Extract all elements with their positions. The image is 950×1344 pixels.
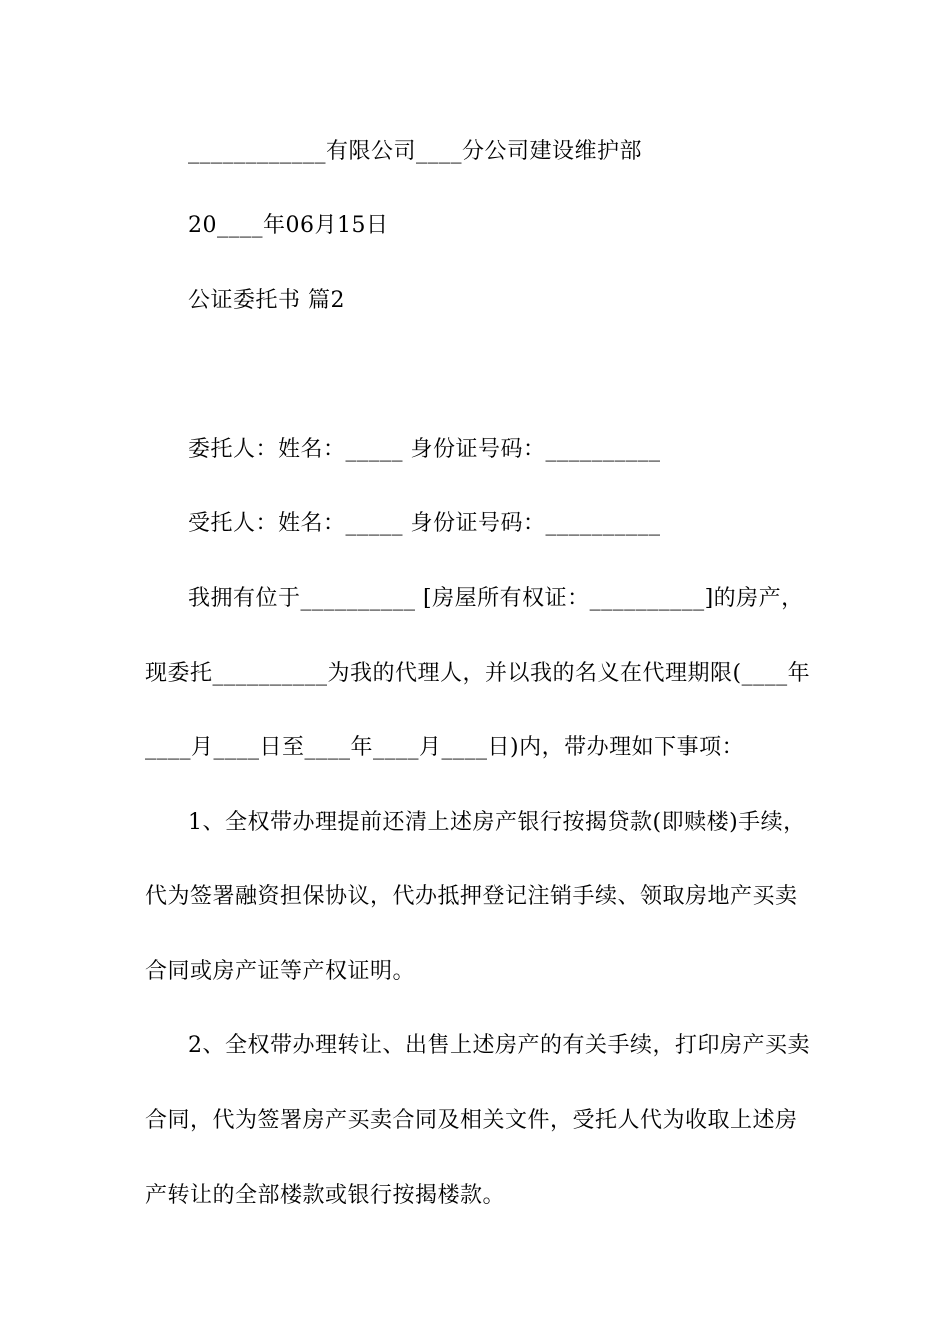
section-title: 公证委托书 篇2 — [188, 288, 345, 313]
body-text-line: 现委托__________为我的代理人，并以我的名义在代理期限(____年 — [145, 661, 811, 686]
item-1-line: 合同或房产证等产权证明。 — [145, 959, 416, 984]
item-1-line: 1、全权带办理提前还清上述房产银行按揭贷款(即赎楼)手续， — [188, 810, 806, 835]
item-2-line: 合同，代为签署房产买卖合同及相关文件，受托人代为收取上述房 — [145, 1108, 798, 1133]
item-1-line: 代为签署融资担保协议，代办抵押登记注销手续、领取房地产买卖 — [145, 884, 798, 909]
header-organization: ____________有限公司____分公司建设维护部 — [188, 139, 643, 164]
body-text-line: 我拥有位于__________ [房屋所有权证：__________]的房产， — [188, 586, 804, 611]
principal-info: 委托人：姓名：_____ 身份证号码：__________ — [188, 437, 661, 462]
agent-info: 受托人：姓名：_____ 身份证号码：__________ — [188, 511, 661, 536]
item-2-line: 2、全权带办理转让、出售上述房产的有关手续，打印房产买卖 — [188, 1033, 810, 1058]
item-2-line: 产转让的全部楼款或银行按揭楼款。 — [145, 1183, 506, 1208]
header-date: 20____年06月15日 — [188, 213, 389, 238]
body-text-line: ____月____日至____年____月____日)内，带办理如下事项： — [145, 735, 745, 760]
